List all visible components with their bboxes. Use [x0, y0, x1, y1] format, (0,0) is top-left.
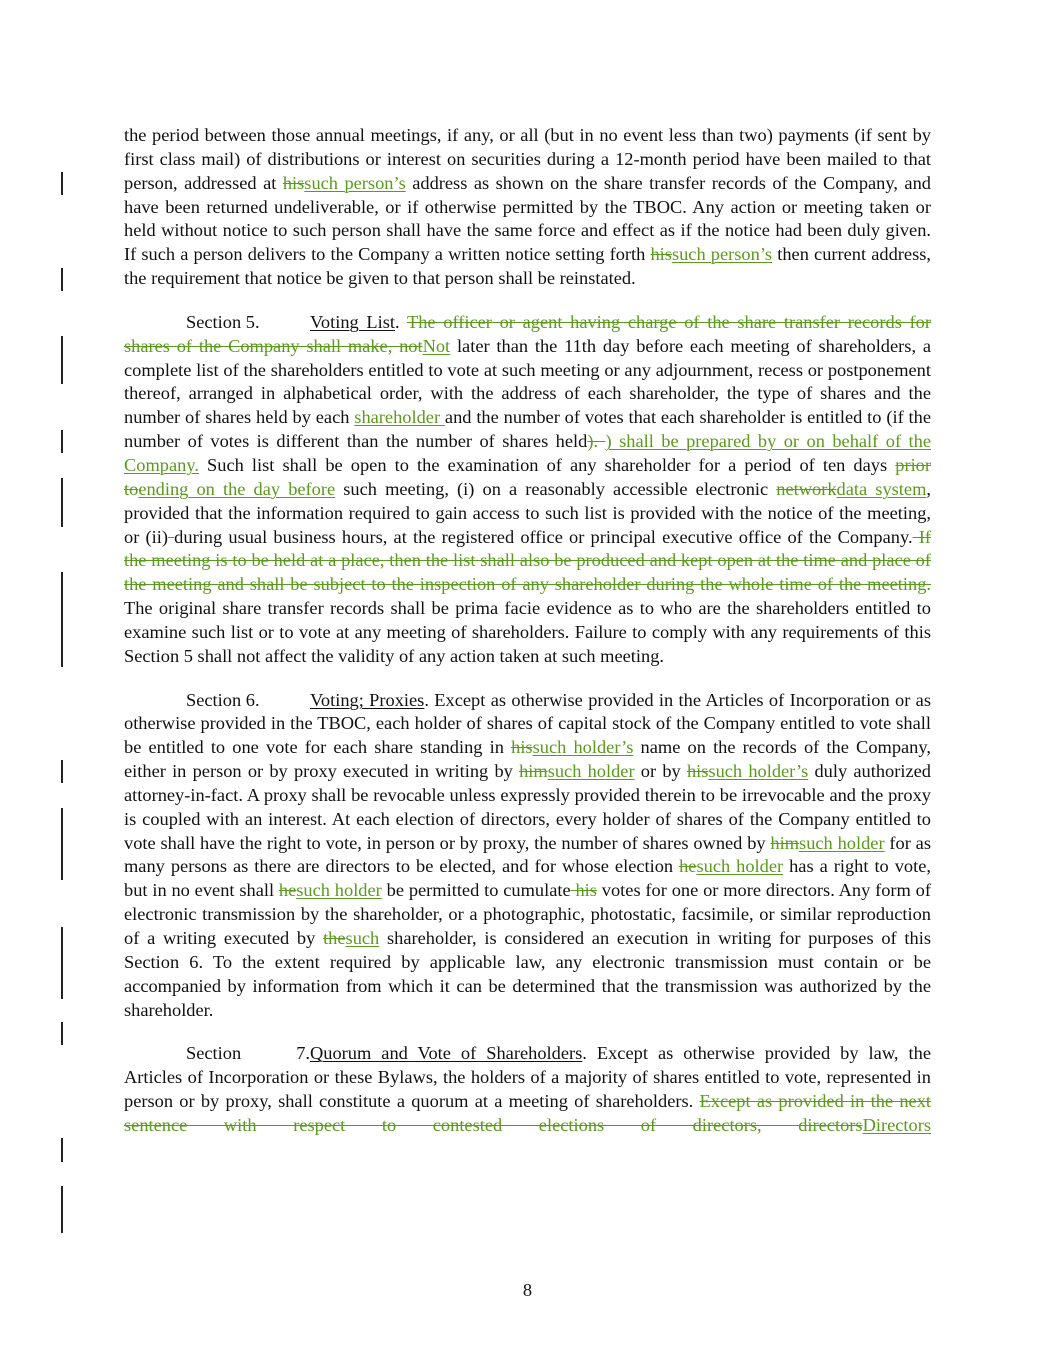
section-title: Voting List — [310, 311, 396, 332]
change-bar — [61, 430, 63, 453]
deleted-text: If the meeting is to be held at a place, then the list shall also be produced and kept open at the time and place of the meeting and shall be subject to the inspection of any shareholder during the whole time of the meeting. — [124, 526, 931, 595]
change-bar — [61, 336, 63, 384]
change-bar — [61, 172, 63, 195]
deleted-text: his — [511, 737, 533, 758]
inserted-text: Directors — [862, 1114, 931, 1135]
change-bar — [61, 808, 63, 880]
inserted-text: such holder — [799, 832, 885, 853]
section-5-voting-list: Section 5. Voting List. The officer or agent having charge of the share transfer records for shares of the Company shall make, notNot later than the 11th day before each meeting of shareholders, a complete list of the shareholders entitled to vote at such meeting or any adjournment, recess or postponement thereof, arranged in alphabetical order, with the address of each shareholder, the type of shares and the number of shares held by each shareholder and the number of votes that each shareholder is entitled to (if the number of votes is different than the number of shares held). ) shall be prepared by or on behalf of the Company. Such list shall be open to the examination of any shareholder for a period of ten days prior toending on the day before such meeting, (i) on a reasonably accessible electronic networkdata system, provided that the information required to gain access to such list is provided with the notice of the meeting, or (ii) during usual business hours, at the registered office or principal executive office of the Company. If the meeting is to be held at a place, then the list shall also be produced and kept open at the time and place of the meeting and shall be subject to the inspection of any shareholder during the whole time of the meeting. The original share transfer records shall be prima facie evidence as to who are the shareholders entitled to examine such list or to vote at any meeting of shareholders. Failure to comply with any requirements of this Section 5 shall not affect the validity of any action taken at such meeting. — [124, 311, 932, 666]
inserted-text: such holder — [296, 880, 382, 901]
page-number: 8 — [522, 1280, 533, 1300]
inserted-text: such holder — [696, 856, 784, 877]
deleted-text: him — [519, 761, 548, 782]
deleted-text: The officer or agent having charge of the share transfer records for shares of the Company shall make, not — [124, 311, 931, 356]
change-bar — [61, 268, 63, 291]
deleted-text: his — [570, 880, 597, 901]
change-bar — [61, 927, 63, 999]
inserted-text: such holder’s — [708, 761, 809, 782]
change-bar — [61, 478, 63, 527]
page-body — [124, 124, 931, 1138]
section-7-quorum: Section 7.Quorum and Vote of Shareholders. Except as otherwise provided by law, the Articles of Incorporation or these Bylaws, the holders of a majority of shares entitled to vote, represented in person or by proxy, shall constitute a quorum at a meeting of shareholders. Except as provided in the next sentence with respect to contested elections of directors, directorsDirectors — [124, 1043, 931, 1135]
deleted-text: his — [282, 172, 305, 193]
section-number: Section 5. — [186, 311, 260, 332]
deleted-text: his — [650, 244, 672, 265]
section-title: Quorum and Vote of Shareholders — [310, 1043, 583, 1064]
inserted-text: such holder’s — [532, 737, 634, 758]
section-title: Voting; Proxies — [310, 689, 425, 710]
deleted-text: he — [278, 880, 297, 901]
inserted-text: such person’s — [671, 244, 773, 265]
inserted-text: ending on the day before — [138, 478, 336, 499]
inserted-text: ) shall be prepared by or on behalf of the Company. — [124, 431, 931, 475]
change-bar — [61, 1186, 63, 1233]
inserted-text: shareholder — [354, 407, 445, 428]
deleted-text: him — [770, 832, 800, 853]
inserted-text: such person’s — [304, 172, 406, 193]
deleted-text: the — [323, 928, 346, 948]
inserted-text: Not — [422, 335, 451, 356]
change-bar — [61, 760, 63, 783]
inserted-text: such holder — [547, 761, 635, 782]
deleted-text: ). — [587, 431, 606, 452]
section-number: Section 6. — [186, 689, 260, 710]
section-number: Section 7. — [186, 1043, 310, 1064]
deleted-text: prior to — [124, 454, 931, 499]
deleted-text: network — [776, 478, 837, 499]
deleted-text: Except as provided in the next sentence with respect to contested elections of directors, directors — [124, 1091, 931, 1135]
deleted-text: his — [686, 761, 709, 782]
section-6-voting-proxies: Section 6. Voting; Proxies. Except as otherwise provided in the Articles of Incorporation or as otherwise provided in the TBOC, each holder of shares of capital stock of the Company entitled to vote shall be entitled to one vote for each share standing in hissuch holder’s name on the records of the Company, either in person or by proxy executed in writing by himsuch holder or by hissuch holder’s duly authorized attorney-in-fact. A proxy shall be revocable unless expressly provided therein to be irrevocable and the proxy is coupled with an interest. At each election of directors, every holder of shares of the Company entitled to vote shall have the right to vote, in person or by proxy, the number of shares owned by himsuch holder for as many persons as there are directors to be elected, and for whose election hesuch holder has a right to vote, but in no event shall hesuch holder be permitted to cumulate his votes for one or more directors. Any form of electronic transmission by the shareholder, or a photographic, photostatic, facsimile, or similar reproduction of a writing executed by thesuch shareholder, is considered an execution in writing for purposes of this Section 6. To the extent required by applicable law, any electronic transmission must contain or be accompanied by information from which it can be determined that the transmission was authorized by the shareholder. — [124, 689, 931, 1020]
paragraph-notice-continuation: the period between those annual meetings, if any, or all (but in no event less than two) payments (if sent by first class mail) of distributions or interest on securities during a 12-month period have been mailed to that person, addressed at hissuch person’s address as shown on the share transfer records of the Company, and have been returned undeliverable, or if otherwise permitted by the TBOC. Any action or meeting taken or held without notice to such person shall have the same force and effect as if the notice had been duly given. If such a person delivers to the Company a written notice setting forth hissuch person’s then current address, the requirement that notice be given to that person shall be reinstated. — [124, 125, 932, 289]
inserted-text: data system — [836, 478, 927, 499]
change-bar — [61, 572, 63, 667]
change-bar — [61, 1022, 63, 1045]
change-bar — [61, 1138, 63, 1162]
deleted-text: he — [679, 856, 697, 877]
inserted-text: such — [345, 928, 380, 948]
